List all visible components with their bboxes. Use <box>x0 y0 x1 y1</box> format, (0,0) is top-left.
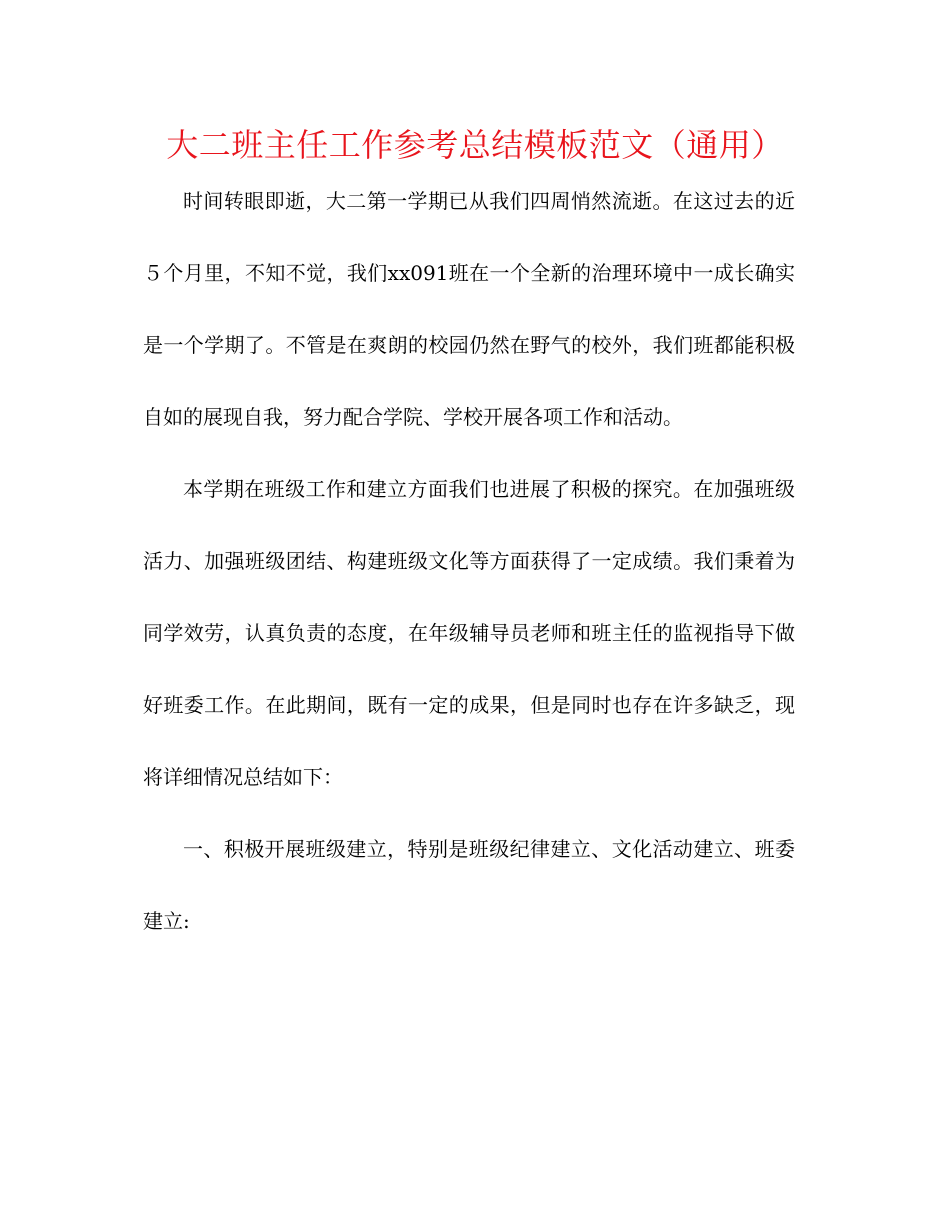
paragraph-3: 一、积极开展班级建立，特别是班级纪律建立、文化活动建立、班委建立: <box>143 837 795 933</box>
paragraph-2: 本学期在班级工作和建立方面我们也进展了积极的探究。在加强班级活力、加强班级团结、构建班级文化等方面获得了一定成绩。我们秉着为同学效劳，认真负责的态度，在年级辅导员老师和班主任的监视指导下做好班委工作。在此期间，既有一定的成果，但是同时也存在许多缺乏，现将详细情况总结如下： <box>143 477 795 789</box>
document-body <box>143 165 795 957</box>
paragraph-1: 时间转眼即逝，大二第一学期已从我们四周悄然流逝。在这过去的近５个月里，不知不觉，我们xx091班在一个全新的治理环境中一成长确实是一个学期了。不管是在爽朗的校园仍然在野气的校外，我们班都能积极自如的展现自我，努力配合学院、学校开展各项工作和活动。 <box>143 189 795 429</box>
document-title: 大二班主任工作参考总结模板范文（通用） <box>166 126 784 164</box>
